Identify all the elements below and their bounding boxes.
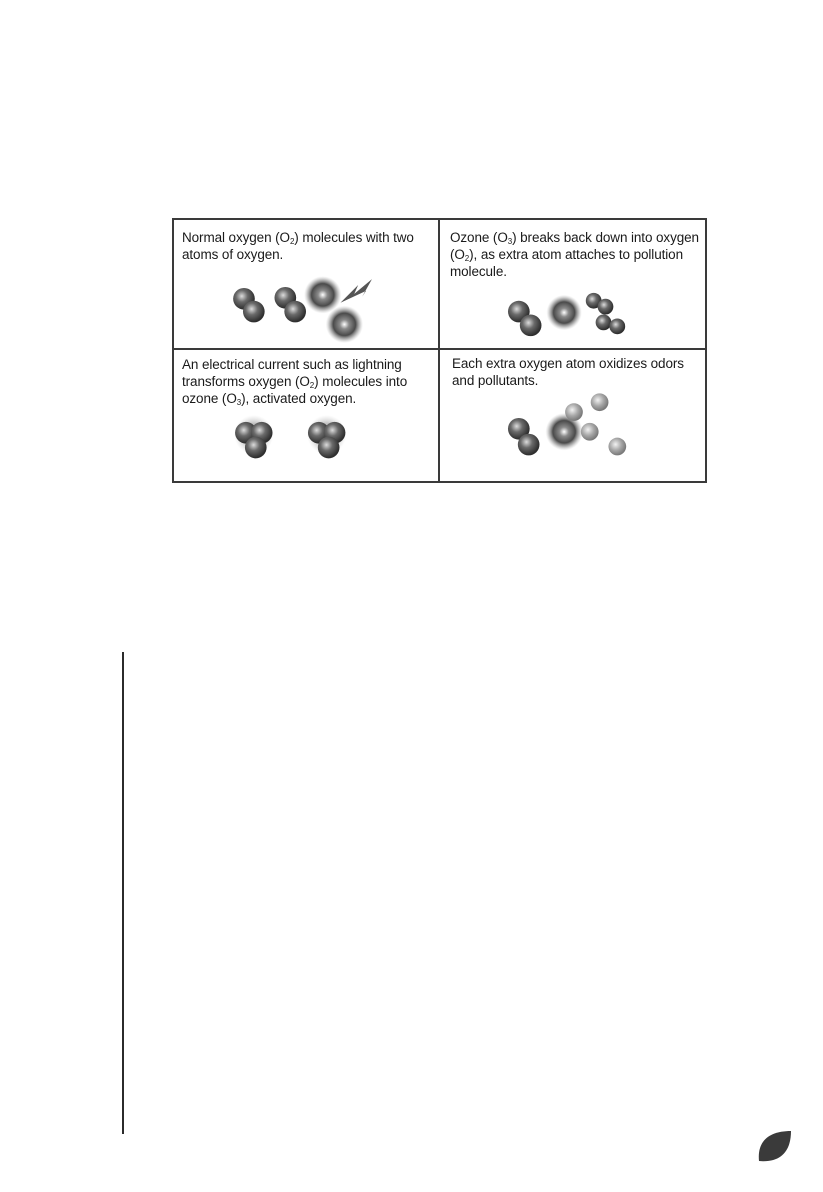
lightning-bolt-icon	[340, 279, 372, 303]
panel-caption: An electrical current such as lightning transforms oxygen $(O_2)$ molecules into ozone $(O_3)$, activated oxygen.	[182, 357, 408, 407]
o2-molecule	[508, 418, 540, 455]
o2-molecule	[274, 287, 306, 322]
ozone-diagram	[172, 218, 707, 483]
panel-normal-oxygen	[174, 220, 440, 350]
panel-electrical-current	[174, 350, 440, 481]
o2-molecule	[233, 288, 265, 322]
o3-molecule	[307, 415, 346, 458]
pollutant-particles	[565, 393, 626, 455]
o3-molecule	[234, 415, 273, 458]
activated-atom	[304, 276, 341, 313]
margin-rule	[122, 652, 124, 1134]
panel-caption: Ozone $(O_3)$ breaks back down into oxygen $(O_2)$, as extra atom attaches to pollution molecule.	[450, 230, 699, 279]
panel-caption: Normal oxygen $(O_2)$ molecules with two atoms of oxygen.	[182, 230, 414, 262]
leaf-icon	[755, 1127, 793, 1165]
panel-oxidizes	[440, 350, 705, 481]
activated-atom	[545, 413, 582, 450]
panel-ozone-breakdown	[440, 220, 705, 350]
pollution-molecule	[586, 293, 625, 334]
o2-molecule	[508, 301, 541, 336]
panel-caption: Each extra oxygen atom oxidizes odors and pollutants.	[452, 356, 684, 388]
activated-atom	[326, 306, 363, 343]
activated-atom	[546, 295, 581, 330]
